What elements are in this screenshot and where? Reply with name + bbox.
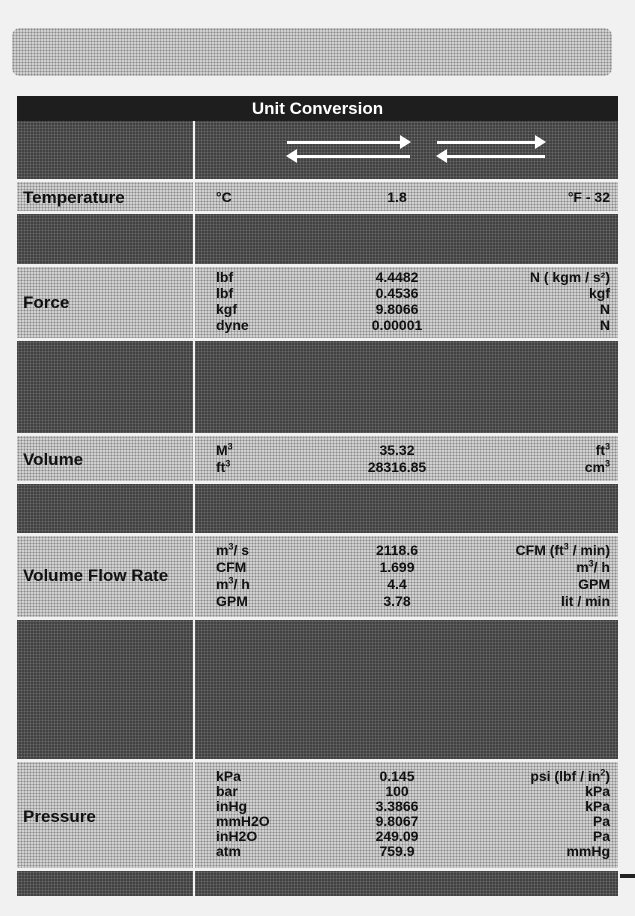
factor: 1.8 — [387, 189, 407, 205]
to-unit: kgf — [589, 285, 610, 301]
factor: 9.8066 — [375, 301, 419, 317]
to-unit: lit / min — [561, 593, 610, 609]
factor: 3.3866 — [375, 798, 419, 814]
to-unit: GPM — [578, 576, 610, 592]
factor: 4.4 — [387, 576, 407, 592]
to-unit: mmHg — [566, 843, 610, 859]
table-row-obscured — [17, 484, 618, 533]
from-unit: $ft^3$ — [216, 458, 231, 475]
from-unit: CFM — [216, 559, 247, 575]
header-banner — [12, 28, 612, 76]
table-row-temperature — [17, 182, 618, 211]
factor: 0.4536 — [375, 285, 419, 301]
from-unit: $m^3/$ s — [216, 541, 250, 558]
to-unit: kPa — [585, 798, 610, 814]
from-unit: °C — [216, 189, 232, 205]
from-unit: kgf — [216, 301, 237, 317]
arrow-right-icon — [287, 141, 402, 144]
page-edge-mark — [620, 874, 635, 878]
to-unit: Pa — [592, 813, 610, 829]
table-row-pressure — [17, 762, 618, 868]
to-unit: Pa — [592, 828, 610, 844]
factor: 35.32 — [379, 442, 415, 458]
quantity-label: Force — [23, 293, 70, 312]
to-unit: CFM $(ft^3 / \min)$ — [515, 541, 610, 558]
from-unit: $m^3/$ h — [216, 575, 250, 592]
from-unit: bar — [216, 783, 238, 799]
quantity-label: Volume Flow Rate — [23, 566, 169, 585]
from-unit: inH2O — [216, 828, 258, 844]
arrow-right-icon — [437, 141, 537, 144]
from-unit: kPa — [216, 768, 241, 784]
column-header-row — [17, 121, 618, 179]
to-unit: $cm^3$ — [584, 458, 610, 475]
unit-conversion-table — [17, 96, 618, 896]
arrow-left-icon — [445, 155, 545, 158]
from-unit: lbf — [216, 285, 234, 301]
quantity-label: Volume — [23, 450, 84, 469]
from-unit: mmH2O — [216, 813, 270, 829]
to-unit: N ( kgm / s²) — [529, 269, 610, 285]
to-unit: °F - 32 — [567, 189, 610, 205]
column-divider — [193, 121, 195, 896]
factor: 0.145 — [379, 768, 415, 784]
from-unit: lbf — [216, 269, 234, 285]
table-row-volume — [17, 436, 618, 481]
to-unit: $ft^3$ — [595, 441, 610, 458]
factor: 1.699 — [379, 559, 415, 575]
to-unit: N — [599, 317, 610, 333]
factor: 28316.85 — [367, 459, 427, 475]
table-row-force — [17, 267, 618, 338]
table-row-obscured — [17, 871, 618, 896]
table-row-obscured — [17, 214, 618, 264]
table-row-obscured — [17, 620, 618, 759]
from-unit: dyne — [216, 317, 249, 333]
table-row-volume-flow-rate — [17, 536, 618, 617]
to-unit: N — [599, 301, 610, 317]
factor: 4.4482 — [375, 269, 419, 285]
quantity-label: Pressure — [23, 807, 96, 826]
from-unit: atm — [216, 843, 241, 859]
to-unit: $m^3/$ h — [576, 558, 610, 575]
table-title: Unit Conversion — [17, 96, 618, 121]
factor: 759.9 — [379, 843, 415, 859]
factor: 2118.6 — [375, 542, 419, 558]
quantity-label: Temperature — [23, 188, 125, 207]
factor: 3.78 — [383, 593, 411, 609]
from-unit: inHg — [216, 798, 248, 814]
factor: 9.8067 — [375, 813, 419, 829]
to-unit: kPa — [585, 783, 610, 799]
from-unit: $M^3$ — [216, 441, 233, 458]
factor: 249.09 — [375, 828, 419, 844]
to-unit: psi $(lbf / in^2)$ — [530, 767, 610, 784]
arrow-left-icon — [295, 155, 410, 158]
table-row-obscured — [17, 341, 618, 433]
factor: 100 — [385, 783, 409, 799]
from-unit: GPM — [216, 593, 248, 609]
factor: 0.00001 — [371, 317, 423, 333]
